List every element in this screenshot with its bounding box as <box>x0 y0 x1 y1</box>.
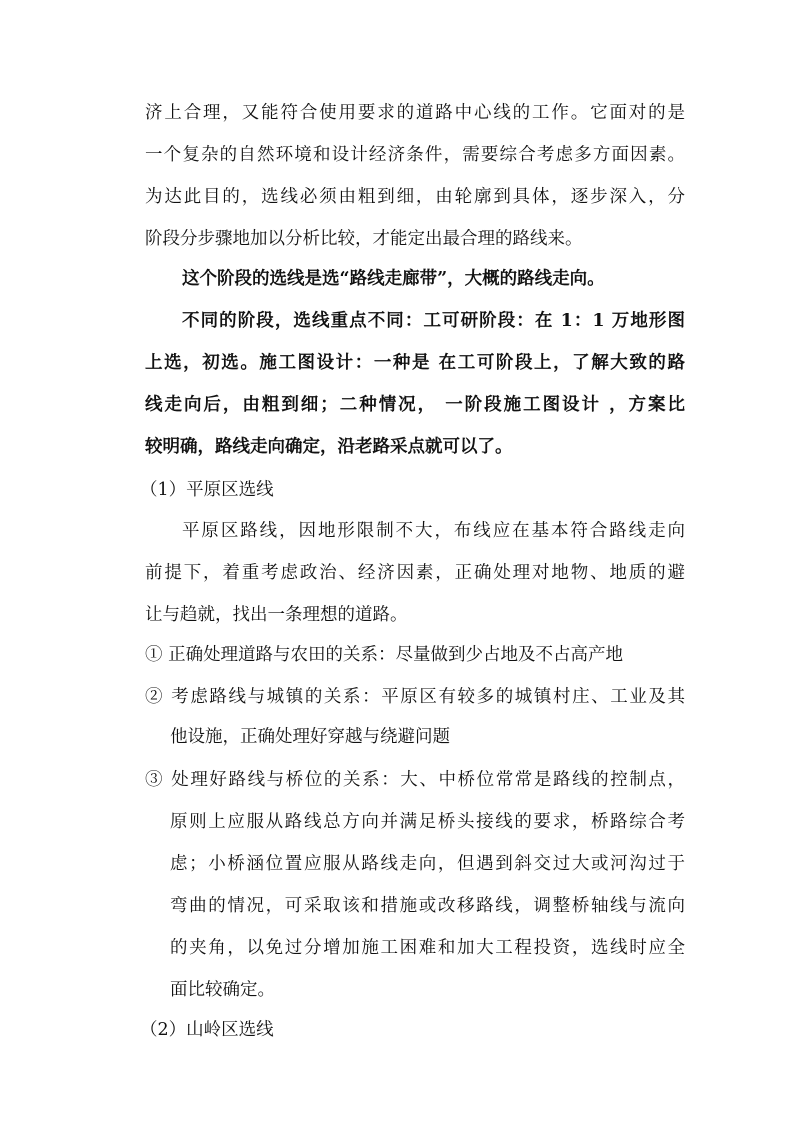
list-item-bridges-cont: 虑；小桥涵位置应服从路线走向，但遇到斜交过大或河沟过于 <box>170 854 685 874</box>
intro-line: 济上合理，又能符合使用要求的道路中心线的工作。它面对的是 <box>145 103 685 123</box>
list-item-farmland: ① 正确处理道路与农田的关系：尽量做到少占地及不占高产地 <box>145 645 624 665</box>
section-paragraph-line: 前提下，着重考虑政治、经济因素，正确处理对地物、地质的避 <box>145 563 685 583</box>
section-heading-plain: （1）平原区选线 <box>140 480 274 500</box>
section-heading-mountain: （2）山岭区选线 <box>140 1020 274 1040</box>
intro-line: 阶段分步骤地加以分析比较，才能定出最合理的路线来。 <box>145 229 583 249</box>
section-paragraph-line: 让与趋就，找出一条理想的道路。 <box>145 605 408 625</box>
list-item-bridges-cont: 面比较确定。 <box>170 980 275 1000</box>
list-item-towns-cont: 他设施，正确处理好穿越与绕避问题 <box>170 727 450 747</box>
bold-note-line: 线走向后，由粗到细；二种情况， 一阶段施工图设计 ，方案比 <box>145 395 685 415</box>
list-item-bridges-cont: 的夹角，以免过分增加施工困难和加大工程投资，选线时应全 <box>170 938 685 958</box>
bold-note-line: 较明确，路线走向确定，沿老路采点就可以了。 <box>145 437 513 457</box>
bold-note-corridor: 这个阶段的选线是选“路线走廊带”，大概的路线走向。 <box>182 269 605 289</box>
intro-line: 为达此目的，选线必须由粗到细，由轮廓到具体，逐步深入，分 <box>145 187 685 207</box>
list-item-bridges-cont: 弯曲的情况，可采取该和措施或改移路线，调整桥轴线与流向 <box>170 896 685 916</box>
section-paragraph-line: 平原区路线，因地形限制不大，布线应在基本符合路线走向 <box>182 521 685 541</box>
bold-note-line: 上选，初选。施工图设计：一种是 在工可阶段上，了解大致的路 <box>145 353 685 373</box>
list-item-bridges-cont: 原则上应服从路线总方向并满足桥头接线的要求，桥路综合考 <box>170 812 685 832</box>
list-item-bridges: ③ 处理好路线与桥位的关系：大、中桥位常常是路线的控制点， <box>145 770 685 790</box>
bold-note-line: 不同的阶段，选线重点不同：工可研阶段：在 1：1 万地形图 <box>182 311 685 331</box>
intro-line: 一个复杂的自然环境和设计经济条件，需要综合考虑多方面因素。 <box>145 145 685 165</box>
list-item-towns: ② 考虑路线与城镇的关系：平原区有较多的城镇村庄、工业及其 <box>145 687 685 707</box>
